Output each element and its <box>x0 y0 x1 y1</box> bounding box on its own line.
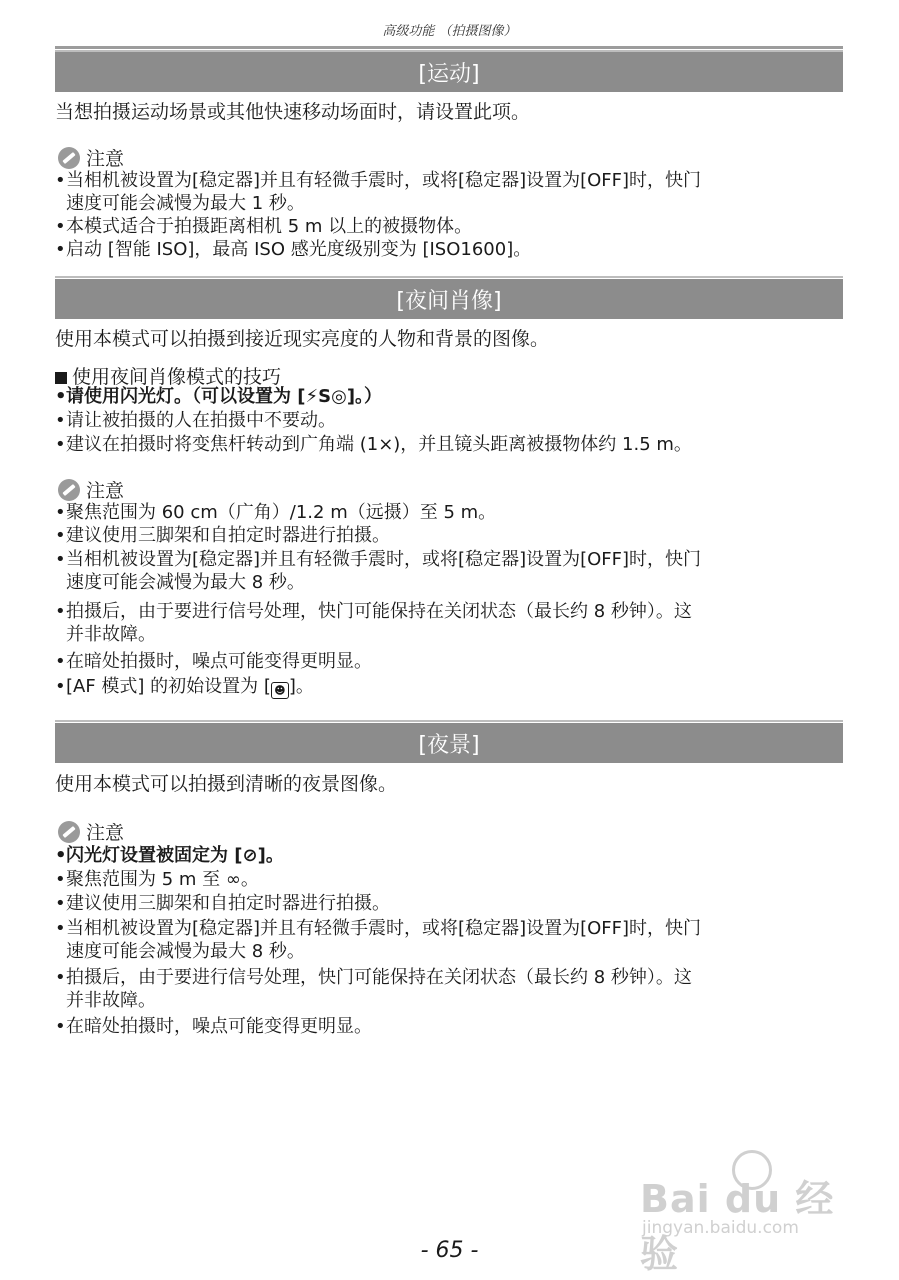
note-label: 注意 <box>86 148 125 170</box>
section-rule <box>55 276 843 278</box>
list-item: •建议使用三脚架和自拍定时器进行拍摄。 <box>55 525 390 546</box>
section-rule <box>55 720 843 722</box>
watermark-url: jingyan.baidu.com <box>642 1218 799 1238</box>
pencil-note-icon <box>58 479 80 501</box>
list-item: •聚焦范围为 5 m 至 ∞。 <box>55 869 259 890</box>
header-rule <box>55 46 843 49</box>
list-item: •当相机被设置为[稳定器]并且有轻微手震时，或将[稳定器]设置为[OFF]时，快门 <box>55 170 702 191</box>
list-item: •聚焦范围为 60 cm（广角）/1.2 m（远摄）至 5 m。 <box>55 502 497 523</box>
section-title-sports: [运动] <box>55 52 843 92</box>
paw-logo-icon <box>732 1150 772 1190</box>
baidu-watermark <box>640 1150 850 1276</box>
night-portrait-intro: 使用本模式可以拍摄到接近现实亮度的人物和背景的图像。 <box>55 328 550 350</box>
list-item: •建议在拍摄时将变焦杆转动到广角端 (1×)，并且镜头距离被摄物体约 1.5 m。 <box>55 434 692 455</box>
list-item: •请使用闪光灯。（可以设置为 [⚡S◎]。） <box>55 386 383 407</box>
list-item: •在暗处拍摄时，噪点可能变得更明显。 <box>55 1016 372 1037</box>
section-title-night-scenery: [夜景] <box>55 723 843 763</box>
list-item: •当相机被设置为[稳定器]并且有轻微手震时，或将[稳定器]设置为[OFF]时，快门 <box>55 549 702 570</box>
section-title-night-portrait: [夜间肖像] <box>55 279 843 319</box>
list-item-continuation: 速度可能会减慢为最大 8 秒。 <box>66 941 305 962</box>
note-label: 注意 <box>86 480 125 502</box>
flash-redeye-icon: ⚡S◎ <box>305 386 347 407</box>
list-item: •在暗处拍摄时，噪点可能变得更明显。 <box>55 651 372 672</box>
list-item-continuation: 速度可能会减慢为最大 8 秒。 <box>66 572 305 593</box>
tips-heading: 使用夜间肖像模式的技巧 <box>55 362 281 389</box>
list-item-continuation: 并非故障。 <box>66 624 156 645</box>
square-bullet-icon <box>55 372 67 384</box>
night-scenery-intro: 使用本模式可以拍摄到清晰的夜景图像。 <box>55 773 398 795</box>
list-item: •请让被拍摄的人在拍摄中不要动。 <box>55 410 336 431</box>
sports-intro: 当想拍摄运动场景或其他快速移动场面时，请设置此项。 <box>55 101 531 123</box>
list-item: •拍摄后，由于要进行信号处理，快门可能保持在关闭状态（最长约 8 秒钟）。这 <box>55 967 692 988</box>
list-item: •闪光灯设置被固定为 [⊘]。 <box>55 845 284 866</box>
night-scenery-note-heading <box>58 818 124 845</box>
face-detection-icon: ☻ <box>271 682 289 699</box>
list-item: •拍摄后，由于要进行信号处理，快门可能保持在关闭状态（最长约 8 秒钟）。这 <box>55 601 692 622</box>
pencil-note-icon <box>58 147 80 169</box>
list-item: •启动 [智能 ISO]，最高 ISO 感光度级别变为 [ISO1600]。 <box>55 239 532 260</box>
sports-note-heading <box>58 144 124 171</box>
night-portrait-note-heading <box>58 476 124 503</box>
watermark-logo: Bai du 经验 <box>640 1177 835 1276</box>
list-item: •当相机被设置为[稳定器]并且有轻微手震时，或将[稳定器]设置为[OFF]时，快门 <box>55 918 702 939</box>
page-number: - 65 - <box>420 1238 479 1263</box>
flash-off-icon: ⊘ <box>242 845 258 866</box>
note-label: 注意 <box>86 822 125 844</box>
list-item: •本模式适合于拍摄距离相机 5 m 以上的被摄物体。 <box>55 216 473 237</box>
list-item-continuation: 速度可能会减慢为最大 1 秒。 <box>66 193 305 214</box>
list-item: •[AF 模式] 的初始设置为 [ ☻ ]。 <box>55 676 314 697</box>
running-header: 高级功能 （拍摄图像） <box>382 24 517 39</box>
list-item: •建议使用三脚架和自拍定时器进行拍摄。 <box>55 893 390 914</box>
pencil-note-icon <box>58 821 80 843</box>
list-item-continuation: 并非故障。 <box>66 990 156 1011</box>
